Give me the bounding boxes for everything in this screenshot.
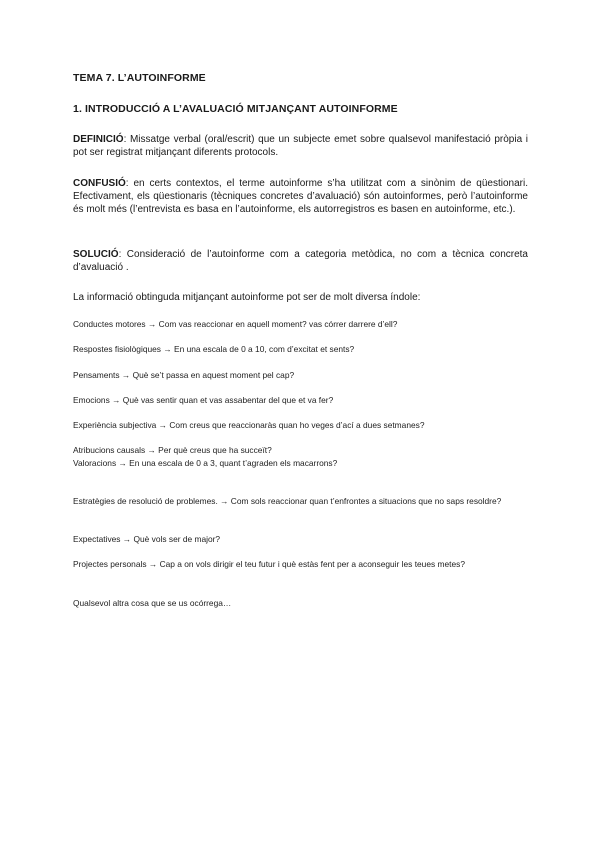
section-heading: 1. INTRODUCCIÓ A L’AVALUACIÓ MITJANÇANT AUTOINFORME — [73, 103, 398, 115]
confusio-paragraph — [73, 177, 528, 217]
solucio-text: : Consideració de l’autoinforme com a categoria metòdica, no com a tècnica concreta d’avaluació . — [73, 249, 528, 274]
list-item-pensaments: Pensaments → Què se’t passa en aquest moment pel cap? — [73, 370, 295, 380]
list-item-estrategies: Estratègies de resolució de problemes. → Com sols reaccionar quan t’enfrontes a situacions que no saps resoldre? — [73, 496, 502, 506]
confusio-text: : en certs contextos, el terme autoinforme s’ha utilitzat com a sinònim de qüestionari. Efectivament, els qüestionaris (tècniques concretes d’avaluació) són autoinformes, però l’autoinforme és molt més (l’entrevista es basa en l’autoinforme, els autorregistros es basen en autoinforme, etc.). — [73, 178, 528, 216]
definicio-text: : Missatge verbal (oral/escrit) que un subjecte emet sobre qualsevol manifestació pròpia i pot ser registrat mitjançant diferents protocols. — [73, 134, 528, 159]
intro-line: La informació obtinguda mitjançant autoinforme pot ser de molt diversa índole: — [73, 292, 421, 303]
list-item-atribucions: Atribucions causals → Per què creus que ha succeït? — [73, 445, 272, 455]
list-item-conductes: Conductes motores → Com vas reaccionar en aquell moment? vas córrer darrere d’ell? — [73, 319, 398, 329]
list-item-emocions: Emocions → Què vas sentir quan et vas assabentar del que et va fer? — [73, 395, 334, 405]
solucio-paragraph — [73, 248, 528, 274]
list-item-qualsevol: Qualsevol altra cosa que se us ocórrega… — [73, 598, 232, 608]
list-item-respostes: Respostes fisiològiques → En una escala de 0 a 10, com d’excitat et sents? — [73, 344, 355, 354]
definicio-label: DEFINICIÓ — [73, 134, 124, 145]
solucio-label: SOLUCIÓ — [73, 249, 119, 260]
list-item-experiencia: Experiència subjectiva → Com creus que reaccionaràs quan ho veges d’ací a dues setmanes? — [73, 420, 425, 430]
list-item-valoracions: Valoracions → En una escala de 0 a 3, quant t’agraden els macarrons? — [73, 458, 338, 468]
definicio-paragraph — [73, 133, 528, 159]
list-item-expectatives: Expectatives → Què vols ser de major? — [73, 534, 221, 544]
list-item-projectes: Projectes personals → Cap a on vols dirigir el teu futur i què estàs fent per a aconseguir les teues metes? — [73, 559, 465, 569]
page-title: TEMA 7. L’AUTOINFORME — [73, 72, 206, 84]
confusio-label: CONFUSIÓ — [73, 178, 126, 189]
